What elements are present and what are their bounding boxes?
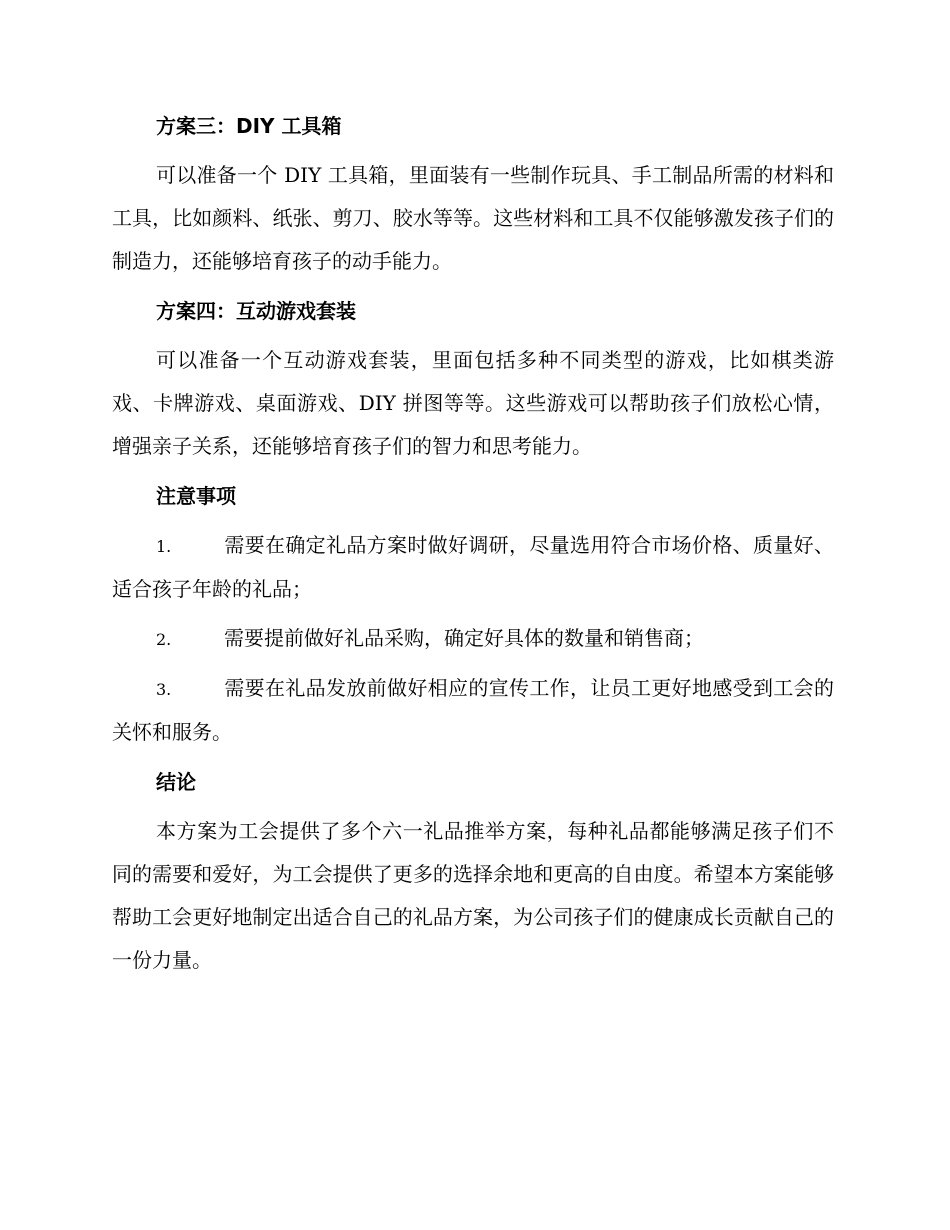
conclusion-heading: 结论	[156, 770, 196, 794]
list-number: 1.	[156, 537, 172, 556]
list-text: 需要在确定礼品方案时做好调研，尽量选用符合市场价格、质量好、适合孩子年龄的礼品；	[112, 533, 834, 601]
section-heading-game-set: 方案四：互动游戏套装	[156, 299, 356, 323]
list-number: 2.	[156, 630, 172, 649]
notes-heading: 注意事项	[156, 484, 236, 508]
list-item	[112, 524, 834, 611]
document-page	[112, 104, 834, 988]
list-item	[112, 617, 834, 661]
list-number: 3.	[156, 680, 172, 699]
section-body-game-set: 可以准备一个互动游戏套装，里面包括多种不同类型的游戏，比如棋类游戏、卡牌游戏、桌面游戏、DIY 拼图等等。这些游戏可以帮助孩子们放松心情，增强亲子关系，还能够培育孩子们的智力和思考能力。	[112, 348, 834, 458]
list-text: 需要提前做好礼品采购，确定好具体的数量和销售商；	[224, 626, 704, 650]
list-text: 需要在礼品发放前做好相应的宣传工作，让员工更好地感受到工会的关怀和服务。	[112, 676, 834, 744]
section-heading-diy-toolbox: 方案三：DIY 工具箱	[156, 114, 342, 138]
conclusion-body: 本方案为工会提供了多个六一礼品推举方案，每种礼品都能够满足孩子们不同的需要和爱好，为工会提供了更多的选择余地和更高的自由度。希望本方案能够帮助工会更好地制定出适合自己的礼品方案，为公司孩子们的健康成长贡献自己的一份力量。	[112, 819, 834, 972]
section-body-diy-toolbox: 可以准备一个 DIY 工具箱，里面装有一些制作玩具、手工制品所需的材料和工具，比如颜料、纸张、剪刀、胶水等等。这些材料和工具不仅能够激发孩子们的制造力，还能够培育孩子的动手能力。	[112, 163, 834, 273]
list-item	[112, 667, 834, 754]
